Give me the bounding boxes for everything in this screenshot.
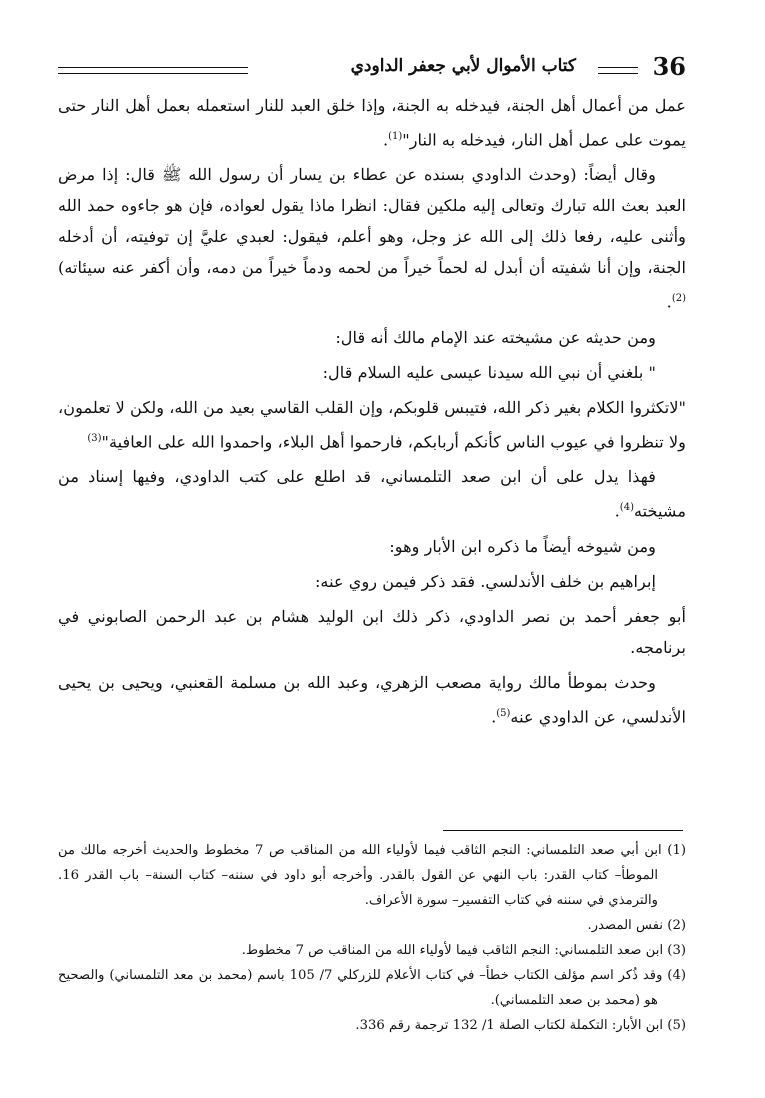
footnote-ref: (4) — [619, 502, 634, 514]
paragraph: ومن شيوخه أيضاً ما ذكره ابن الأبار وهو: — [389, 536, 656, 556]
footnote: (5) ابن الأبار: التكملة لكتاب الصلة 1/ 132 ترجمة رقم 336. — [355, 1018, 686, 1033]
footnote-separator — [443, 830, 683, 831]
paragraph: إبراهيم بن خلف الأندلسي. فقد ذكر فيمن روي عنه: — [314, 571, 656, 591]
footnote: (1) ابن أبي صعد التلمساني: النجم الثاقب فيما لأولياء الله من المناقب ص 7 مخطوط والحديث أخرجه مالك من الموطأ– كتاب القدر: باب النهي عن القول بالقدر. وأخرجه أبو داود في سننه– كتاب السنة– باب القدر 16. والترمذي في سننه في كتاب التفسير– سورة الأعراف. — [58, 843, 686, 908]
footnote: (4) وقد ذُكر اسم مؤلف الكتاب خطأ– في كتاب الأعلام للزركلي 7/ 105 باسم (محمد بن معد التلمساني) والصحيح هو (محمد بن صعد التلمساني). — [58, 968, 686, 1008]
paragraph: وقال أيضاً: (وحدث الداودي بسنده عن عطاء بن يسار أن رسول الله ﷺ قال: إذا مرض العبد بعث الله تبارك وتعالى إليه ملكين فقال: انظرا ماذا يقول لعواده، فإن هو جاءوه حمد الله وأثنى عليه، رفعا ذلك إلى الله عز وجل، وهو أعلم، فيقول: لعبدي عليَّ إن توفيته، أن أدخله الجنة، وإن أنا شفيته أن أبدل له لحماً خيراً من لحمه ودماً خيراً من دمه، وأن أكفر عنه سيئاته)$^{(2)}$. — [58, 165, 686, 312]
paragraph: أبو جعفر أحمد بن نصر الداودي، ذكر ذلك ابن الوليد هشام بن عبد الرحمن الصابوني في برنامجه. — [58, 606, 686, 657]
footnote-ref: (5) — [496, 707, 511, 719]
paragraph: "لاتكثروا الكلام بغير ذكر الله، فتيبس قلوبكم، وإن القلب القاسي بعيد من الله، ولكن لا تعلمون، ولا تنظروا في عيوب الناس كأنكم أربابكم، فارحموا أهل البلاء، واحمدوا الله على العافية"$^{(3)}$ — [58, 397, 686, 452]
paragraph: " بلغني أن نبي الله سيدنا عيسى عليه السلام قال: — [322, 362, 656, 382]
main-text — [58, 90, 686, 736]
footnote: (3) ابن صعد التلمساني: النجم الثاقب فيما لأولياء الله من المناقب ص 7 مخطوط. — [241, 943, 686, 958]
footnote-ref: (2) — [671, 293, 686, 305]
paragraph: وحدث بموطأ مالك رواية مصعب الزهري، وعبد الله بن مسلمة القعنبي، ويحيى بن يحيى الأندلسي، عن الداودي عنه$^{(5)}$. — [58, 672, 686, 726]
page-header — [58, 52, 686, 86]
running-title: كتاب الأموال لأبي جعفر الداودي — [350, 56, 576, 76]
footnotes — [58, 838, 686, 1038]
footnote-ref: (3) — [87, 432, 102, 444]
paragraph: فهذا يدل على أن ابن صعد التلمساني، قد اطلع على كتب الداودي، وفيها إسناد من مشيخته$^{(4)}$. — [58, 467, 686, 521]
page-number: 36 — [652, 52, 686, 81]
footnote-ref: (1) — [388, 131, 403, 142]
paragraph: ومن حديثه عن مشيخته عند الإمام مالك أنه قال: — [335, 327, 656, 347]
header-rule-left — [58, 67, 248, 74]
header-rule-right — [598, 67, 638, 74]
paragraph: عمل من أعمال أهل الجنة، فيدخله به الجنة، وإذا خلق العبد للنار استعمله بعمل أهل النار حتى يموت على عمل أهل النار، فيدخله به النار"$^{(1)}$. — [58, 96, 686, 150]
footnote: (2) نفس المصدر. — [587, 918, 686, 933]
